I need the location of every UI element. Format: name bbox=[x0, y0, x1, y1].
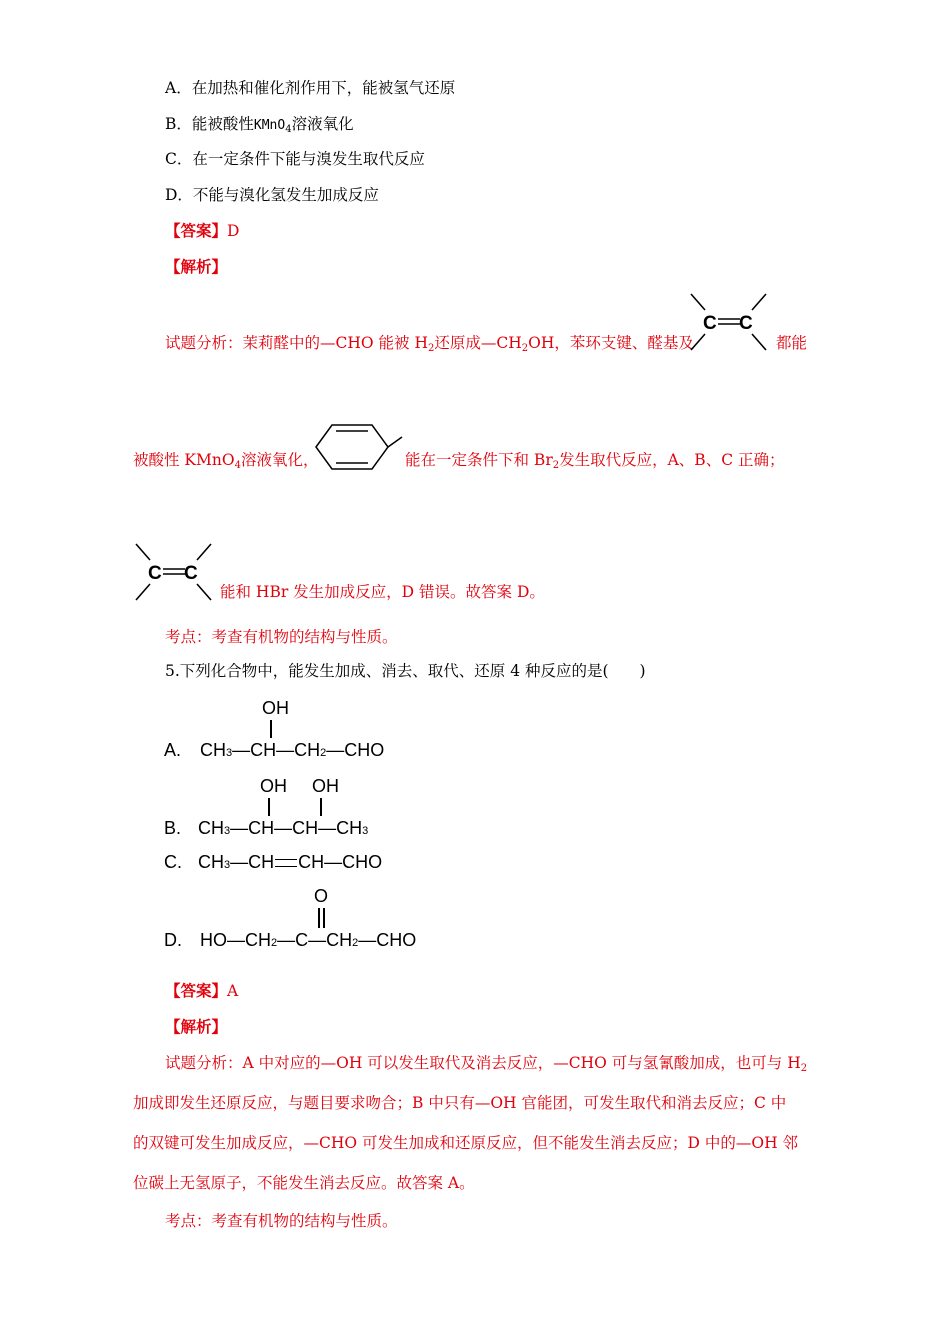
q5-analysis-line4: 位碳上无氢原子，不能发生消去反应。故答案 A。 bbox=[133, 1174, 475, 1192]
q5-b-p5: 3 bbox=[362, 825, 369, 837]
q5-c-p0: CH bbox=[198, 852, 224, 872]
q4-analysis-line1 bbox=[165, 333, 694, 356]
q5-d-p1: 2 bbox=[271, 937, 278, 949]
q4-analysis-line3: 能和 HBr 发生加成反应，D 错误。故答案 D。 bbox=[220, 583, 545, 601]
svg-text:C: C bbox=[703, 313, 717, 334]
q5-d-p4: 2 bbox=[352, 937, 359, 949]
q4-analysis-line2-start bbox=[133, 450, 318, 473]
q5-option-b-oh2: OH bbox=[312, 776, 339, 796]
q5-d-p2: —C bbox=[277, 930, 309, 950]
q5-option-d-bond-a bbox=[318, 908, 320, 928]
q5-d-p3: —CH bbox=[308, 930, 353, 950]
q4-analysis-line2-s1: 4 bbox=[234, 460, 241, 471]
q5-d-p0: HO—CH bbox=[200, 930, 271, 950]
q4-answer-tag: 【答案】 bbox=[165, 221, 228, 240]
q4-analysis-line2-end bbox=[405, 450, 784, 473]
q4-analysis-line1-s2: 2 bbox=[521, 343, 529, 354]
q5-b-p1: 3 bbox=[224, 825, 231, 837]
svg-text:C: C bbox=[184, 563, 198, 584]
q4-option-a: A．在加热和催化剂作用下，能被氢气还原 bbox=[165, 79, 456, 97]
q5-a-p3: —CH bbox=[276, 740, 321, 760]
q5-stem: 5.下列化合物中，能发生加成、消去、取代、还原 4 种反应的是( ) bbox=[165, 662, 646, 680]
q5-a-p5: —CHO bbox=[326, 740, 385, 760]
q5-analysis-line2: 加成即发生还原反应，与题目要求吻合；B 中只有—OH 官能团，可发生取代和消去反应；C 中 bbox=[133, 1094, 787, 1112]
svg-text:C: C bbox=[739, 313, 753, 334]
q5-c-p3: CH—CHO bbox=[298, 852, 383, 872]
q5-analysis-line3: 的双键可发生加成反应，—CHO 可发生加成和还原反应，但不能发生消去反应；D 中的—OH 邻 bbox=[133, 1134, 799, 1152]
q5-a-p0: CH bbox=[200, 740, 226, 760]
q5-a-p2: —CH bbox=[232, 740, 277, 760]
q5-option-b-bond2 bbox=[320, 798, 322, 816]
toluene-ring-icon bbox=[308, 420, 404, 474]
q4-analysis-line1-end: 都能 bbox=[776, 334, 808, 352]
q5-option-b-label: B. bbox=[164, 818, 182, 838]
q5-option-a bbox=[164, 696, 464, 766]
q4-option-b-text: B．能被酸性 bbox=[165, 115, 254, 133]
q4-answer bbox=[165, 221, 239, 241]
q5-answer-tag: 【答案】 bbox=[165, 981, 228, 1000]
q4-analysis-line1-s1: 2 bbox=[427, 343, 435, 354]
q5-a-p4: 2 bbox=[320, 747, 327, 759]
q5-c-p2: —CH bbox=[230, 852, 275, 872]
q4-analysis-line2-s3: 2 bbox=[552, 460, 560, 471]
q5-analysis-line1 bbox=[165, 1053, 807, 1076]
svg-text:C: C bbox=[148, 563, 162, 584]
q5-option-b-bond1 bbox=[268, 798, 270, 816]
q4-option-b-sub: 4 bbox=[285, 124, 292, 135]
q5-option-d-o: O bbox=[314, 886, 329, 906]
q5-c-p1: 3 bbox=[224, 859, 231, 871]
q5-option-d bbox=[164, 886, 484, 956]
q5-analysis-line1-text: 试题分析：A 中对应的—OH 可以发生取代及消去反应，—CHO 可与氢氰酸加成，也可与 H bbox=[165, 1054, 801, 1072]
q4-option-b-reagent: KMnO bbox=[253, 118, 286, 133]
q5-c-double-bond bbox=[275, 859, 297, 867]
q5-option-b-formula bbox=[198, 818, 368, 839]
q4-option-b bbox=[165, 114, 354, 137]
q5-option-c-formula bbox=[198, 852, 382, 873]
q4-analysis-line2-p1: 被酸性 KMnO bbox=[133, 451, 235, 469]
q4-analysis-line1-p2: 还原成—CH bbox=[434, 334, 522, 352]
q5-b-p2: —CH bbox=[230, 818, 275, 838]
q5-option-c-label: C. bbox=[164, 852, 182, 872]
q5-answer bbox=[165, 981, 238, 1001]
q5-analysis-tag: 【解析】 bbox=[165, 1017, 228, 1036]
q5-answer-value: A bbox=[227, 982, 239, 1000]
q5-kaodian: 考点：考查有机物的结构与性质。 bbox=[165, 1212, 398, 1230]
q4-analysis-line2-p2: 溶液氧化， bbox=[240, 451, 319, 469]
q5-option-d-label: D. bbox=[164, 930, 182, 950]
q5-option-a-bond bbox=[270, 720, 272, 738]
q5-a-p1: 3 bbox=[226, 747, 233, 759]
q4-analysis-line1-p1: 试题分析：茉莉醛中的—CHO 能被 H bbox=[165, 334, 428, 352]
q5-analysis-line1-sub: 2 bbox=[800, 1063, 808, 1074]
alkene-structure-icon-2 bbox=[133, 538, 217, 604]
q4-analysis-line1-p3: OH，苯环支键、醛基及 bbox=[528, 334, 694, 352]
q4-analysis-line2-p4: 发生取代反应，A、B、C 正确； bbox=[559, 451, 785, 469]
q4-option-b-tail: 溶液氧化 bbox=[291, 115, 354, 133]
q5-option-a-oh: OH bbox=[262, 698, 289, 718]
q5-option-a-label: A. bbox=[164, 740, 182, 760]
q5-b-p0: CH bbox=[198, 818, 224, 838]
q5-option-b-oh1: OH bbox=[260, 776, 287, 796]
q5-option-b bbox=[164, 774, 464, 844]
q4-option-d: D．不能与溴化氢发生加成反应 bbox=[165, 186, 379, 204]
q5-option-a-formula bbox=[200, 740, 384, 761]
q5-option-c bbox=[164, 852, 464, 880]
q4-option-c: C．在一定条件下能与溴发生取代反应 bbox=[165, 150, 425, 168]
q4-kaodian: 考点：考查有机物的结构与性质。 bbox=[165, 628, 398, 646]
q4-analysis-tag: 【解析】 bbox=[165, 257, 228, 276]
alkene-structure-icon bbox=[688, 288, 772, 354]
q5-option-d-formula bbox=[200, 930, 416, 951]
q5-option-d-bond-b bbox=[323, 908, 325, 928]
q5-b-p3: —CH bbox=[274, 818, 319, 838]
q5-d-p5: —CHO bbox=[358, 930, 417, 950]
q4-analysis-line2-p3: 能在一定条件下和 Br bbox=[405, 451, 553, 469]
q5-b-p4: —CH bbox=[318, 818, 363, 838]
q4-answer-value: D bbox=[227, 222, 240, 240]
